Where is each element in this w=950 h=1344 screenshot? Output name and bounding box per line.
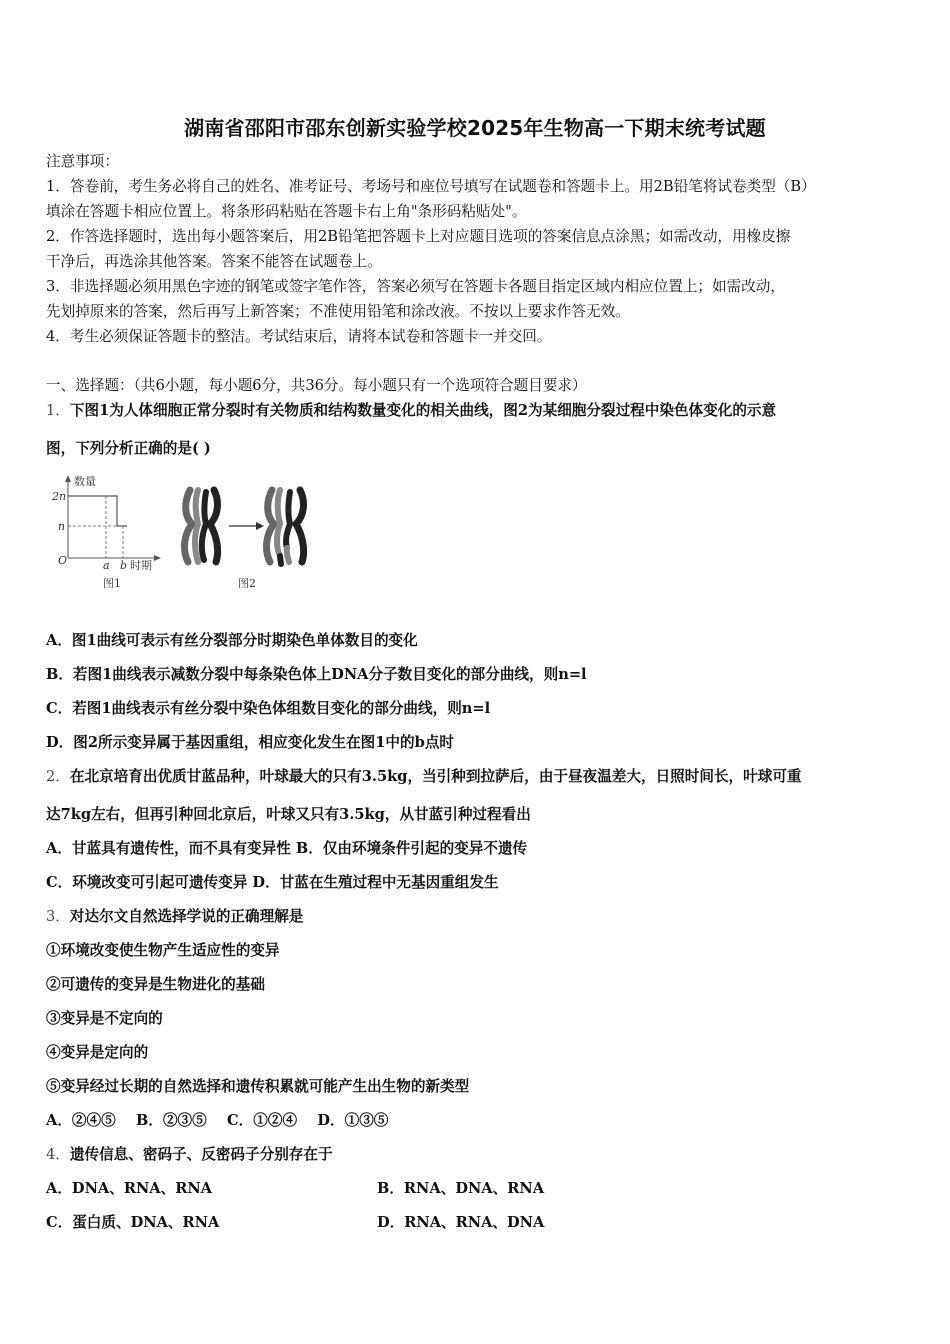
question-number: 3． <box>46 908 70 925</box>
chromosome-pair-after <box>267 490 304 564</box>
notice-line: 3．非选择题必须用黑色字迹的钢笔或签字笔作答，答案必须写在答题卡各题目指定区域内相应位置上；如需改动， <box>46 278 785 295</box>
question-number: 4． <box>46 1146 70 1163</box>
fig1-tick-a: a <box>103 559 110 572</box>
arrow-right-icon <box>256 522 264 530</box>
question-3-stem: 3．对达尔文自然选择学说的正确理解是 <box>46 908 304 925</box>
question-4-option-a: A．DNA、RNA、RNA <box>46 1180 213 1197</box>
question-1-figures <box>48 472 338 598</box>
fig1-xlabel: 时期 <box>130 559 152 572</box>
question-1-stem-cont: 图，下列分析正确的是( ) <box>46 440 211 457</box>
notice-line: 4．考生必须保证答题卡的整洁。考试结束后，请将本试卷和答题卡一并交回。 <box>46 328 552 345</box>
y-axis-arrow-icon <box>65 475 71 482</box>
question-2-options-cd: C．环境改变可引起可遗传变异 D．甘蓝在生殖过程中无基因重组发生 <box>46 874 499 891</box>
question-1-option-d: D．图2所示变异属于基因重组，相应变化发生在图1中的b点时 <box>46 734 455 751</box>
fig1-origin: O <box>58 554 68 567</box>
curve <box>68 496 127 526</box>
question-1-stem: 1．下图1为人体细胞正常分裂时有关物质和结构数量变化的相关曲线，图2为某细胞分裂过程中染色体变化的示意 <box>46 402 777 419</box>
notice-line: 2．作答选择题时，选出每小题答案后，用2B铅笔把答题卡上对应题目选项的答案信息点涂黑；如需改动，用橡皮擦 <box>46 228 791 245</box>
notice-line: 1．答卷前，考生务必将自己的姓名、准考证号、考场号和座位号填写在试题卷和答题卡上。用2B铅笔将试卷类型（B） <box>46 178 816 195</box>
question-4-stem: 4．遗传信息、密码子、反密码子分别存在于 <box>46 1146 333 1163</box>
fig1-ylabel: 数量 <box>74 475 96 488</box>
notice-heading: 注意事项： <box>46 153 119 170</box>
question-2-options-ab: A．甘蓝具有遗传性，而不具有变异性 B．仅由环境条件引起的变异不遗传 <box>46 840 528 857</box>
question-1-option-c: C．若图1曲线表示有丝分裂中染色体组数目变化的部分曲线，则n=l <box>46 700 491 717</box>
page-title: 湖南省邵阳市邵东创新实验学校2025年生物高一下期末统考试题 <box>184 116 766 140</box>
notice-line: 填涂在答题卡相应位置上。将条形码粘贴在答题卡右上角"条形码粘贴处"。 <box>46 203 527 220</box>
fig1-tick-2n: 2n <box>52 490 67 503</box>
notice-line: 先划掉原来的答案，然后再写上新答案；不准使用铅笔和涂改液。不按以上要求作答无效。 <box>46 303 630 320</box>
question-3-options: A．②④⑤ B．②③⑤ C．①②④ D．①③⑤ <box>46 1112 389 1129</box>
fig1-tick-b: b <box>120 559 128 572</box>
section-heading: 一、选择题：（共6小题，每小题6分，共36分。每小题只有一个选项符合题目要求） <box>46 377 587 394</box>
question-3-item: ②可遗传的变异是生物进化的基础 <box>46 976 265 993</box>
question-1-option-a: A．图1曲线可表示有丝分裂部分时期染色单体数目的变化 <box>46 632 418 649</box>
question-2-stem: 2．在北京培育出优质甘蓝品种，叶球最大的只有3.5kg，当引种到拉萨后，由于昼夜温差大，日照时间长，叶球可重 <box>46 768 802 785</box>
question-4-option-c: C．蛋白质、DNA、RNA <box>46 1214 220 1231</box>
figures-svg <box>48 472 338 594</box>
fig2-caption: 图2 <box>238 577 256 590</box>
figure-2-chromosomes <box>185 490 304 564</box>
question-3-item: ③变异是不定向的 <box>46 1010 163 1027</box>
question-number: 1． <box>46 402 70 419</box>
question-number: 2． <box>46 768 70 785</box>
chromosome-pair-before <box>185 490 218 562</box>
question-1-option-b: B．若图1曲线表示减数分裂中每条染色体上DNA分子数目变化的部分曲线，则n=l <box>46 666 587 683</box>
question-3-item: ④变异是定向的 <box>46 1044 149 1061</box>
fig1-tick-n: n <box>58 520 66 533</box>
question-3-item: ①环境改变使生物产生适应性的变异 <box>46 942 280 959</box>
question-4-option-d: D．RNA、RNA、DNA <box>377 1214 545 1231</box>
fig1-caption: 图1 <box>103 577 121 590</box>
question-2-stem-cont: 达7kg左右，但再引种回北京后，叶球又只有3.5kg，从甘蓝引种过程看出 <box>46 806 531 823</box>
question-4-option-b: B．RNA、DNA、RNA <box>377 1180 545 1197</box>
x-axis-arrow-icon <box>154 555 161 561</box>
question-3-item: ⑤变异经过长期的自然选择和遗传积累就可能产生出生物的新类型 <box>46 1078 470 1095</box>
notice-line: 干净后，再选涂其他答案。答案不能答在试题卷上。 <box>46 253 382 270</box>
